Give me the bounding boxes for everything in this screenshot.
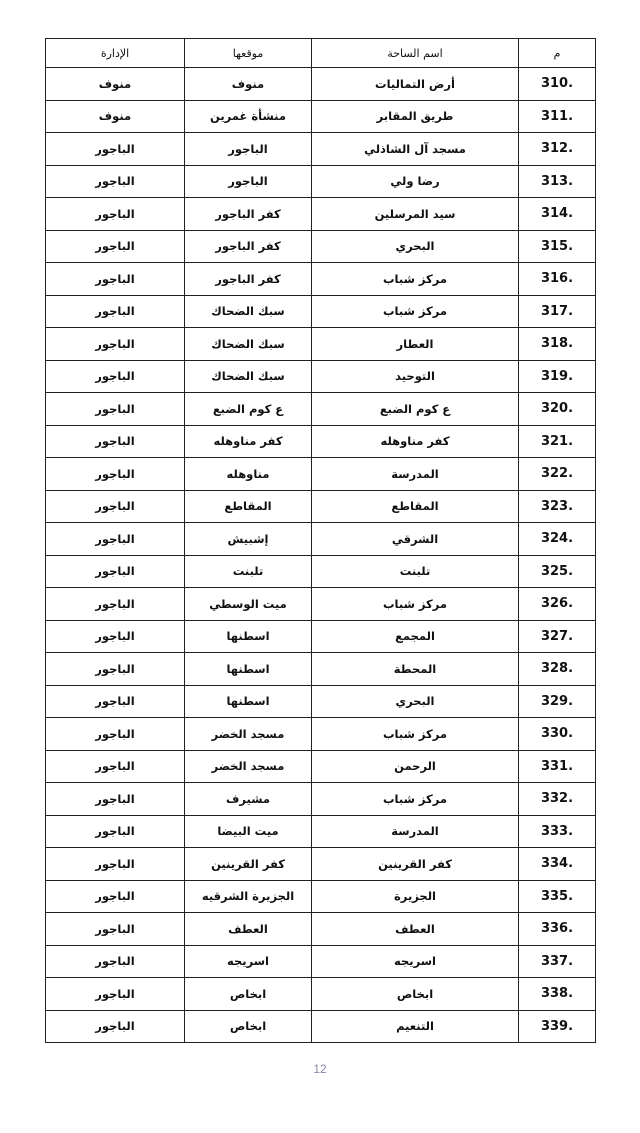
row-number: 334. <box>519 848 596 881</box>
row-square-name: المحطة <box>312 653 519 686</box>
row-number: 330. <box>519 718 596 751</box>
row-administration: منوف <box>46 100 185 133</box>
row-number: 310. <box>519 68 596 101</box>
row-number: 335. <box>519 880 596 913</box>
row-square-name: مركز شباب <box>312 588 519 621</box>
table-row <box>46 718 596 751</box>
row-administration: منوف <box>46 68 185 101</box>
row-administration: الباجور <box>46 783 185 816</box>
row-number: 332. <box>519 783 596 816</box>
row-square-name: البحري <box>312 685 519 718</box>
row-location: اسطنها <box>185 685 312 718</box>
table-row <box>46 425 596 458</box>
row-administration: الباجور <box>46 848 185 881</box>
row-location: اسطنها <box>185 653 312 686</box>
row-number: 327. <box>519 620 596 653</box>
row-square-name: التوحيد <box>312 360 519 393</box>
row-administration: الباجور <box>46 360 185 393</box>
row-location: كفر القرينين <box>185 848 312 881</box>
row-square-name: العطار <box>312 328 519 361</box>
table-row <box>46 620 596 653</box>
row-administration: الباجور <box>46 555 185 588</box>
header-number: م <box>519 39 596 68</box>
row-number: 317. <box>519 295 596 328</box>
row-square-name: الشرقي <box>312 523 519 556</box>
row-location: كفر الباجور <box>185 263 312 296</box>
row-administration: الباجور <box>46 750 185 783</box>
table-body <box>46 68 596 1043</box>
header-location: موقعها <box>185 39 312 68</box>
table-row <box>46 555 596 588</box>
row-square-name: سيد المرسلين <box>312 198 519 231</box>
row-administration: الباجور <box>46 133 185 166</box>
row-square-name: تلبنت <box>312 555 519 588</box>
row-administration: الباجور <box>46 165 185 198</box>
table-row <box>46 165 596 198</box>
table-row <box>46 230 596 263</box>
row-location: مشيرف <box>185 783 312 816</box>
row-number: 322. <box>519 458 596 491</box>
row-square-name: مسجد آل الشاذلي <box>312 133 519 166</box>
row-administration: الباجور <box>46 718 185 751</box>
row-square-name: العطف <box>312 913 519 946</box>
row-square-name: كفر القرينين <box>312 848 519 881</box>
row-number: 338. <box>519 978 596 1011</box>
row-number: 314. <box>519 198 596 231</box>
row-administration: الباجور <box>46 588 185 621</box>
row-number: 318. <box>519 328 596 361</box>
row-location: الجزيرة الشرقيه <box>185 880 312 913</box>
squares-table <box>45 38 596 1043</box>
table-row <box>46 880 596 913</box>
row-administration: الباجور <box>46 198 185 231</box>
row-administration: الباجور <box>46 913 185 946</box>
row-administration: الباجور <box>46 490 185 523</box>
row-location: كفر مناوهله <box>185 425 312 458</box>
table-row <box>46 133 596 166</box>
row-administration: الباجور <box>46 230 185 263</box>
table-row <box>46 393 596 426</box>
row-location: ابخاص <box>185 978 312 1011</box>
row-number: 321. <box>519 425 596 458</box>
row-number: 316. <box>519 263 596 296</box>
row-square-name: طريق المقابر <box>312 100 519 133</box>
row-administration: الباجور <box>46 880 185 913</box>
row-square-name: مركز شباب <box>312 783 519 816</box>
row-number: 315. <box>519 230 596 263</box>
row-number: 331. <box>519 750 596 783</box>
row-square-name: المدرسة <box>312 458 519 491</box>
page-number: 12 <box>313 1062 327 1076</box>
row-number: 313. <box>519 165 596 198</box>
row-location: مسجد الخضر <box>185 718 312 751</box>
row-square-name: مركز شباب <box>312 718 519 751</box>
row-number: 325. <box>519 555 596 588</box>
table-row <box>46 458 596 491</box>
row-administration: الباجور <box>46 620 185 653</box>
row-location: منشأة غمرين <box>185 100 312 133</box>
row-location: سبك الضحاك <box>185 360 312 393</box>
row-location: المقاطع <box>185 490 312 523</box>
row-location: ميت البيضا <box>185 815 312 848</box>
row-number: 324. <box>519 523 596 556</box>
table-row <box>46 295 596 328</box>
row-square-name: المدرسة <box>312 815 519 848</box>
table-row <box>46 360 596 393</box>
header-administration: الإدارة <box>46 39 185 68</box>
row-square-name: مركز شباب <box>312 263 519 296</box>
row-square-name: الرحمن <box>312 750 519 783</box>
row-square-name: رضا ولي <box>312 165 519 198</box>
row-number: 339. <box>519 1010 596 1043</box>
row-square-name: البحري <box>312 230 519 263</box>
row-administration: الباجور <box>46 685 185 718</box>
row-number: 329. <box>519 685 596 718</box>
row-location: مناوهله <box>185 458 312 491</box>
row-administration: الباجور <box>46 393 185 426</box>
row-square-name: اسريجه <box>312 945 519 978</box>
row-administration: الباجور <box>46 458 185 491</box>
row-number: 333. <box>519 815 596 848</box>
row-number: 336. <box>519 913 596 946</box>
row-square-name: المجمع <box>312 620 519 653</box>
table-row <box>46 1010 596 1043</box>
row-administration: الباجور <box>46 815 185 848</box>
table-row <box>46 588 596 621</box>
row-number: 320. <box>519 393 596 426</box>
table-row <box>46 783 596 816</box>
row-square-name: ع كوم الضبع <box>312 393 519 426</box>
row-number: 323. <box>519 490 596 523</box>
row-location: الباجور <box>185 133 312 166</box>
row-location: سبك الضحاك <box>185 295 312 328</box>
row-location: الباجور <box>185 165 312 198</box>
table-row <box>46 653 596 686</box>
row-number: 311. <box>519 100 596 133</box>
row-location: كفر الباجور <box>185 230 312 263</box>
row-location: إشبيش <box>185 523 312 556</box>
row-administration: الباجور <box>46 1010 185 1043</box>
table-row <box>46 685 596 718</box>
table-row <box>46 68 596 101</box>
row-administration: الباجور <box>46 653 185 686</box>
row-location: مسجد الخضر <box>185 750 312 783</box>
row-square-name: كفر مناوهله <box>312 425 519 458</box>
table-row <box>46 978 596 1011</box>
table-row <box>46 523 596 556</box>
row-square-name: مركز شباب <box>312 295 519 328</box>
row-number: 326. <box>519 588 596 621</box>
header-square-name: اسم الساحة <box>312 39 519 68</box>
row-location: العطف <box>185 913 312 946</box>
row-location: ع كوم الضبع <box>185 393 312 426</box>
row-location: اسطنها <box>185 620 312 653</box>
row-administration: الباجور <box>46 263 185 296</box>
table-row <box>46 945 596 978</box>
row-number: 319. <box>519 360 596 393</box>
row-square-name: الجزيرة <box>312 880 519 913</box>
row-location: تلبنت <box>185 555 312 588</box>
table-row <box>46 750 596 783</box>
table-row <box>46 100 596 133</box>
row-location: سبك الضحاك <box>185 328 312 361</box>
row-location: ميت الوسطي <box>185 588 312 621</box>
table-row <box>46 328 596 361</box>
row-administration: الباجور <box>46 523 185 556</box>
row-administration: الباجور <box>46 425 185 458</box>
row-administration: الباجور <box>46 978 185 1011</box>
row-square-name: المقاطع <box>312 490 519 523</box>
table-row <box>46 198 596 231</box>
table-row <box>46 913 596 946</box>
row-location: منوف <box>185 68 312 101</box>
table-header-row <box>46 39 596 68</box>
row-administration: الباجور <box>46 945 185 978</box>
table-row <box>46 848 596 881</box>
row-location: اسريجه <box>185 945 312 978</box>
row-square-name: أرض التماليات <box>312 68 519 101</box>
table-row <box>46 490 596 523</box>
row-number: 328. <box>519 653 596 686</box>
table-row <box>46 815 596 848</box>
row-number: 337. <box>519 945 596 978</box>
row-administration: الباجور <box>46 328 185 361</box>
table-row <box>46 263 596 296</box>
row-administration: الباجور <box>46 295 185 328</box>
row-square-name: التنعيم <box>312 1010 519 1043</box>
row-location: ابخاص <box>185 1010 312 1043</box>
row-number: 312. <box>519 133 596 166</box>
row-square-name: ابخاص <box>312 978 519 1011</box>
row-location: كفر الباجور <box>185 198 312 231</box>
